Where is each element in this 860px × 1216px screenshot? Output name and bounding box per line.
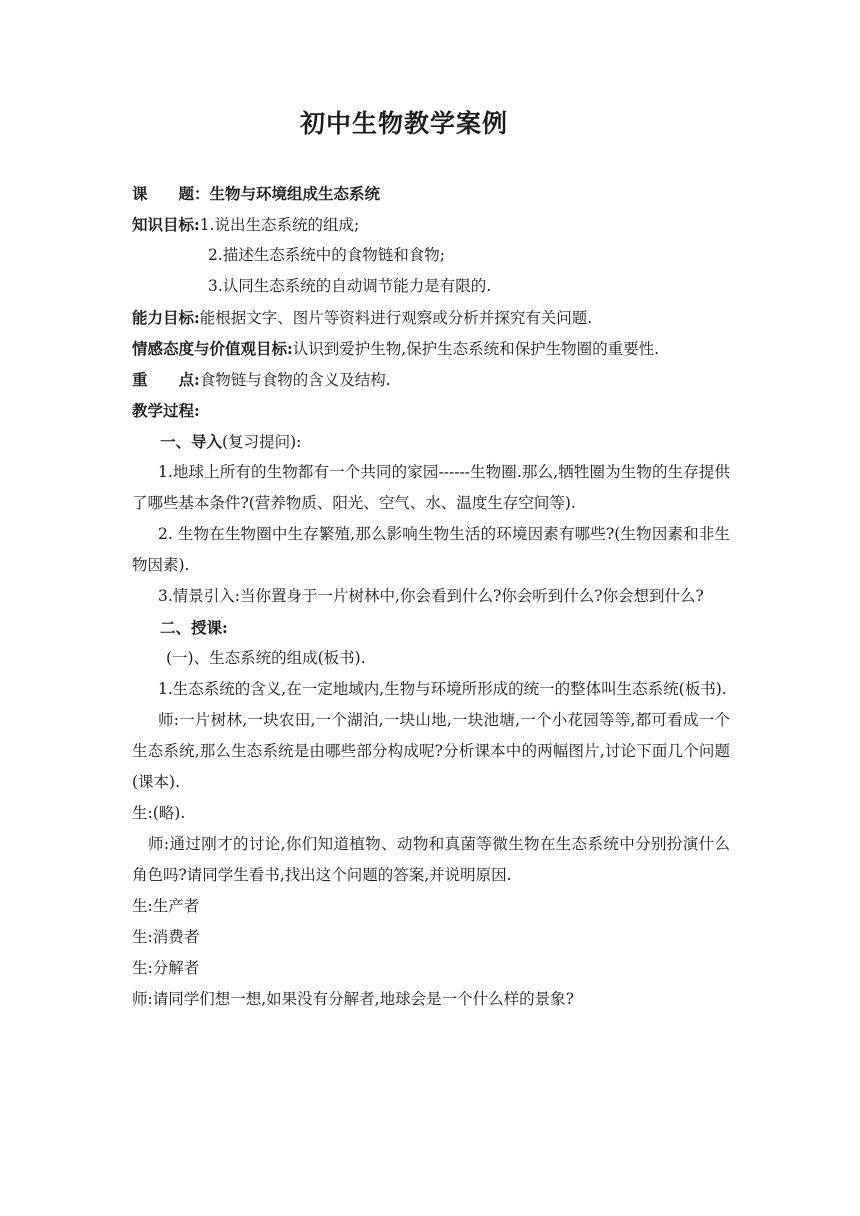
section2-subheading: (一)、生态系统的组成(板书).: [166, 649, 366, 667]
knowledge-label: 知识目标:: [132, 215, 200, 234]
topic-value: 生物与环境组成生态系统: [209, 184, 381, 203]
focus-value: 食物链与食物的含义及结构.: [199, 371, 391, 389]
teacher-question: 师:请同学们想一想,如果没有分解者,地球会是一个什么样的景象?: [132, 990, 574, 1008]
emotion-value: 认识到爱护生物,保护生态系统和保护生物圈的重要性.: [292, 340, 660, 358]
document-body: [132, 178, 730, 1015]
section2-heading: 二、授课:: [160, 618, 228, 637]
section1-question-2: 2. 生物在生物圈中生存繁殖,那么影响生物生活的环境因素有哪些?(生物因素和非生物因素).: [132, 525, 730, 574]
focus-label: 重 点:: [132, 370, 200, 389]
knowledge-item: 1.说出生态系统的组成;: [199, 216, 360, 234]
section1-heading: 一、导入: [160, 432, 223, 451]
ability-value: 能根据文字、图片等资料进行观察或分析并探究有关问题.: [199, 309, 593, 327]
section2-paragraph-4: 师:通过刚才的讨论,你们知道植物、动物和真菌等微生物在生态系统中分别扮演什么角色吗?请同学生看书,找出这个问题的答案,并说明原因.: [132, 835, 730, 884]
process-line: [132, 395, 730, 426]
document-title: 初中生物教学案例: [299, 109, 508, 138]
section1-question-3: 3.情景引入:当你置身于一片树林中,你会看到什么?你会听到什么?你会想到什么?: [158, 587, 704, 605]
section1-heading-line: [132, 426, 730, 457]
topic-line: [132, 178, 730, 209]
emotion-label: 情感态度与价值观目标:: [132, 339, 293, 358]
student-reply-producer: 生:生产者: [132, 897, 200, 915]
section1-heading-note: (复习提问):: [222, 433, 302, 451]
process-label: 教学过程:: [132, 401, 200, 420]
ability-label: 能力目标:: [132, 308, 200, 327]
emotion-line: [132, 333, 730, 364]
focus-line: [132, 364, 730, 395]
topic-label: 课 题：: [132, 184, 210, 203]
student-reply-decomposer: 生:分解者: [132, 959, 200, 977]
knowledge-item: 2.描述生态系统中的食物链和食物;: [208, 246, 446, 264]
knowledge-item: 3.认同生态系统的自动调节能力是有限的.: [208, 277, 492, 295]
section2-paragraph-2: 师:一片树林,一块农田,一个湖泊,一块山地,一块池塘,一个小花园等等,都可看成一个生态系统,那么生态系统是由哪些部分构成呢?分析课本中的两幅图片,讨论下面几个问题(课本).: [132, 711, 730, 791]
section2-paragraph-1: 1.生态系统的含义,在一定地域内,生物与环境所形成的统一的整体叫生态系统(板书).: [158, 680, 727, 698]
knowledge-line-3: [132, 271, 730, 302]
knowledge-line-1: [132, 209, 730, 240]
knowledge-line-2: [132, 240, 730, 271]
student-reply-1: 生:(略).: [132, 804, 186, 822]
section1-question-1: 1.地球上所有的生物都有一个共同的家园------生物圈.那么,牺牲圈为生物的生存提供了哪些基本条件?(营养物质、阳光、空气、水、温度生存空间等).: [132, 463, 730, 512]
section2-heading-line: [132, 612, 730, 643]
ability-line: [132, 302, 730, 333]
student-reply-consumer: 生:消费者: [132, 928, 200, 946]
